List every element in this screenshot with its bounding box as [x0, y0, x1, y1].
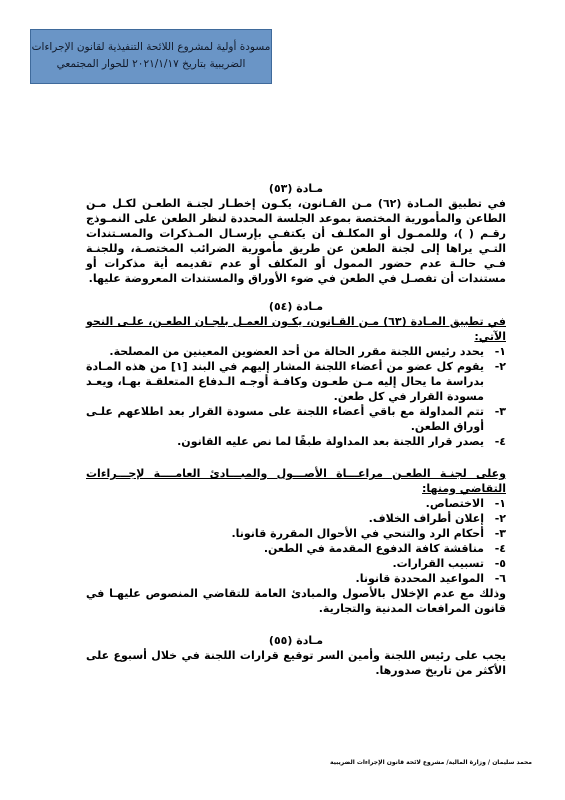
- list-item-text: يصدر قرار اللجنة بعد المداولة طبقًا لما نص عليه القانون.: [177, 435, 484, 448]
- article-54-closing: وذلك مع عدم الإخلال بالأصول والمبادئ العامة للتقاضي المنصوص عليهـا في قانون المرافعات المدنية والتجارية.: [86, 587, 506, 615]
- principle-text: مناقشة كافة الدفوع المقدمة في الطعن.: [263, 542, 484, 555]
- principle-number: ٦-: [494, 572, 506, 585]
- principle-item: [86, 526, 506, 541]
- draft-note-box: [30, 29, 272, 84]
- principle-number: ٢-: [494, 512, 506, 525]
- list-item-number: ٤-: [494, 435, 506, 448]
- principle-text: أحكام الرد والتنحي في الأحوال المقررة قانونا.: [231, 527, 484, 540]
- list-item-number: ١-: [494, 345, 506, 358]
- article-53-heading: مـادة (٥٣): [268, 182, 324, 195]
- principle-item: [86, 496, 506, 511]
- list-item-number: ٢-: [494, 360, 506, 373]
- draft-note-line2: الضريبية بتاريخ ٢٠٢١/١/١٧ للحوار المجتمعي: [56, 58, 246, 70]
- article-55-heading: مـادة (٥٥): [268, 634, 324, 647]
- page-footer: محمد سليمان / وزارة المالية/ مشروع لائحة قانون الإجراءات الضريبية: [330, 759, 532, 766]
- article-55-text: يجب على رئيس اللجنة وأمين السر توقيع قرارات اللجنة في خلال أسبوع على الأكثر من تاريخ صدورها.: [86, 649, 506, 677]
- list-item-text: يحدد رئيس اللجنة مقرر الحالة من أحد العضوين المعينين من المصلحة.: [109, 345, 484, 358]
- principle-item: [86, 571, 506, 586]
- principle-item: [86, 556, 506, 571]
- document-body: [86, 181, 506, 678]
- principle-text: تسبيب القرارات.: [392, 557, 484, 570]
- principle-number: ٣-: [494, 527, 506, 540]
- principle-text: إعلان أطراف الخلاف.: [368, 512, 484, 525]
- principle-item: [86, 541, 506, 556]
- article-54-intro: في تطبيق المـادة (٦٣) مـن القـانون، يكـون العمـل بلجـان الطعـن، علـى النحو الآتي:: [86, 315, 506, 343]
- principle-number: ٤-: [494, 542, 506, 555]
- draft-note-line1: مسودة أولية لمشروع اللائحة التنفيذية لقانون الإجراءات: [31, 41, 271, 53]
- list-item-text: تتم المداولة مع باقي أعضاء اللجنة على مسودة القرار بعد اطلاعهم علـى أوراق الطعن.: [86, 405, 484, 433]
- article-54-heading: مـادة (٥٤): [268, 300, 324, 313]
- principle-number: ١-: [494, 497, 506, 510]
- principle-number: ٥-: [494, 557, 506, 570]
- principle-text: الاختصاص.: [425, 497, 484, 510]
- list-item: [86, 434, 506, 449]
- list-item-text: يقوم كل عضو من أعضاء اللجنة المشار إليهم في البند [١] من هذه المـادة بدراسة ما يحال إليه مـن طعـون وكافـة أوجـه الـدفاع المتعلقـة بهـا، ويعـد مسودة القرار في كل طعن.: [86, 360, 484, 403]
- article-53-text: في تطبيق المـادة (٦٢) مـن القـانون، يكـون إخطـار لجنـة الطعـن لكـل مـن الطاعن والمأمورية المختصة بموعد الجلسة المحددة لنظر الطعن على النمـوذج رقـم ( )، وللممـول أو المكلـف أن يكتفـي بإرسـال المـذكرات والمسـتندات التـي يراها إلى لجنة الطعن عن طريق مأمورية الضرائب المختصـة، وللجنـة فـي حالـة عدم حضور الممول أو المكلف أو عدم تقديمه أية مذكرات أو مستندات أن تفصـل في الطعن في ضوء الأوراق والمستندات المعروضة عليها.: [86, 197, 506, 285]
- list-item: [86, 404, 506, 434]
- list-item: [86, 359, 506, 404]
- principles-intro: وعلى لجنـة الطعـن مراعـــاة الأصـــول والمبـــادئ العامــــة لإجـــراءات التقاضي ومنها:: [86, 467, 506, 495]
- list-item-number: ٣-: [494, 405, 506, 418]
- list-item: [86, 344, 506, 359]
- principle-item: [86, 511, 506, 526]
- principle-text: المواعيد المحددة قانونا.: [355, 572, 484, 585]
